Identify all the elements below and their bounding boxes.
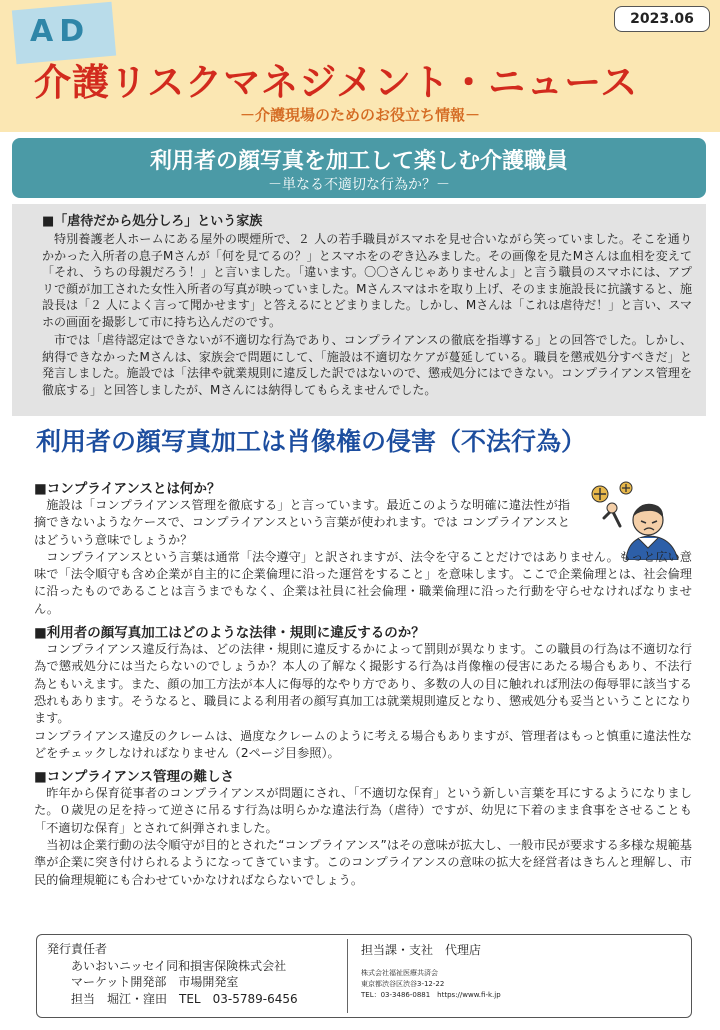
section-heading: ■コンプライアンスとは何か？ — [34, 481, 221, 497]
agency-address: 東京都渋谷区渋谷3-12-22 — [361, 980, 445, 988]
article-title: 利用者の顔写真加工は肖像権の侵害（不法行為） — [36, 427, 587, 456]
publisher-department: マーケット開発部 市場開発室 — [71, 975, 239, 989]
agency-contact: TEL：03-3486-0881 https://www.fi-k.jp — [361, 991, 501, 999]
section-heading: ■コンプライアンス管理の難しさ — [34, 769, 234, 786]
case-study-paragraph: 特別養護老人ホームにある屋外の喫煙所で、２ 人の若手職員がスマホを見せ合いながら笑っていました。そこを通りかかった入所者の息子Mさんが「何を見てるの？」とスマホをのぞき込みました。その画像を見たMさんは血相を変えて「それ、うちの母親だろう！」と言いました。「違います。〇〇さんじゃありませんよ」と言う職員のスマホには、アプリで顔が加工された女性入所者の写真が映っていました。Mさんスマはホを取り上げ、そのまま施設長に抗議すると、施設長は「２ 人によく言って聞かせます」と答えるにとどまりました。しかし、Mさんは「これは虐待だ！」と言い、スマホの画面を撮影して市に持ち込んだのです。 — [42, 232, 692, 329]
section-paragraph: コンプライアンス違反行為は、どの法律・規則に違反するかによって罰則が異なります。この職員の行為は不適切な行為で懲戒処分には当たらないのでしょうか？本人の了解なく撮影する行為は肖像権の侵害にあたる場合もあり、不法行為ともいえます。また、顔の加工方法が本人に侮辱的なやり方であり、多数の人の目に触れれば刑法の侮辱罪に該当する恐れもあります。そうなると、職員による利用者の顔写真加工は就業規則違反となり、懲戒処分も妥当ということになります。 — [34, 642, 692, 726]
section-paragraph: 施設は「コンプライアンス管理を徹底する」と言っています。最近このような明確に違法性が指摘できないようなケースで、コンプライアンスという言葉が使われます。では コンプライアンスとはどういう意味でしょうか？ — [34, 498, 570, 547]
newsletter-tagline: －介護現場のためのお役立ち情報－ — [239, 106, 480, 124]
publisher-company: あいおいニッセイ同和損害保険株式会社 — [71, 958, 287, 973]
header-band — [0, 0, 720, 132]
case-study-heading: ■「虐待だから処分しろ」という家族 — [42, 214, 263, 229]
feature-title: 利用者の顔写真を加工して楽しむ介護職員 — [149, 149, 568, 174]
agency-label: 担当課・支社 代理店 — [361, 943, 482, 957]
issue-date: 2023.06 — [614, 6, 710, 32]
article-body — [34, 474, 692, 889]
case-study-paragraph: 市では「虐待認定はできないが不適切な行為であり、コンプライアンスの徹底を指導する」との回答でした。しかし、納得できなかったMさんは、家族会で問題にして、「施設は不適切なケアが蔓延している。職員を懲戒処分すべきだ」と発言しました。施設では「法律や就業規則に違反した訳ではないので、懲戒処分にはできない。コンプライアンス管理を徹底する」と回答しましたが、Mさんには納得してもらえませんでした。 — [42, 333, 692, 397]
footer-divider — [347, 939, 348, 1013]
agency-name: 株式会社福祉医療共済会 — [361, 969, 438, 977]
section-paragraph: コンプライアンス違反のクレームは、過度なクレームのように考える場合もありますが、管理者はもっと慎重に違法性などをチェックしなければなりません（2ページ目参照）。 — [34, 728, 692, 760]
section-paragraph: 昨年から保育従事者のコンプライアンスが問題にされ、「不適切な保育」という新しい言葉を耳にするようになりました。０歳児の足を持って逆さに吊るす行為は明らかな違法行為（虐待）ですが、幼児に下着のまま食事をさせることも「不適切な保育」とされて糾弾されました。 — [34, 786, 692, 835]
publisher-label: 発行責任者 — [47, 942, 108, 956]
newsletter-title: 介護リスクマネジメント・ニュース — [34, 61, 639, 104]
feature-subtitle: －単なる不適切な行為か？－ — [268, 177, 450, 193]
section-paragraph: コンプライアンスという言葉は通常「法令遵守」と訳されますが、法令を守ることだけではありません。もっと広い意味で「法令順守も含め企業が自主的に企業倫理に沿った運営をすること」を意味します。ここで企業倫理とは、社会倫理に沿ったものであることは言うまでもなく、企業は社員に社会倫理・職業倫理に沿った行動を守らせなければなりません。 — [34, 549, 692, 616]
ad-badge-label: AD — [30, 14, 91, 49]
feature-banner — [12, 138, 706, 198]
publisher-contact: 担当 堀江・窪田 TEL 03-5789-6456 — [71, 991, 298, 1006]
case-study-box — [12, 204, 706, 416]
section-paragraph: 当初は企業行動の法令順守が目的とされた“コンプライアンス”はその意味が拡大し、一般市民が要求する多様な規範基準が企業に突き付けられるようになってきています。このコンプライアンスの意味の拡大を経営者はきちんと理解し、市民的倫理規範にも合わせていかなければならないでしょう。 — [34, 838, 692, 887]
agency-info — [361, 941, 501, 1001]
section-heading: ■利用者の顔写真加工はどのような法律・規則に違反するのか？ — [34, 625, 425, 642]
publisher-info — [47, 941, 298, 1007]
footer-box — [36, 934, 692, 1018]
